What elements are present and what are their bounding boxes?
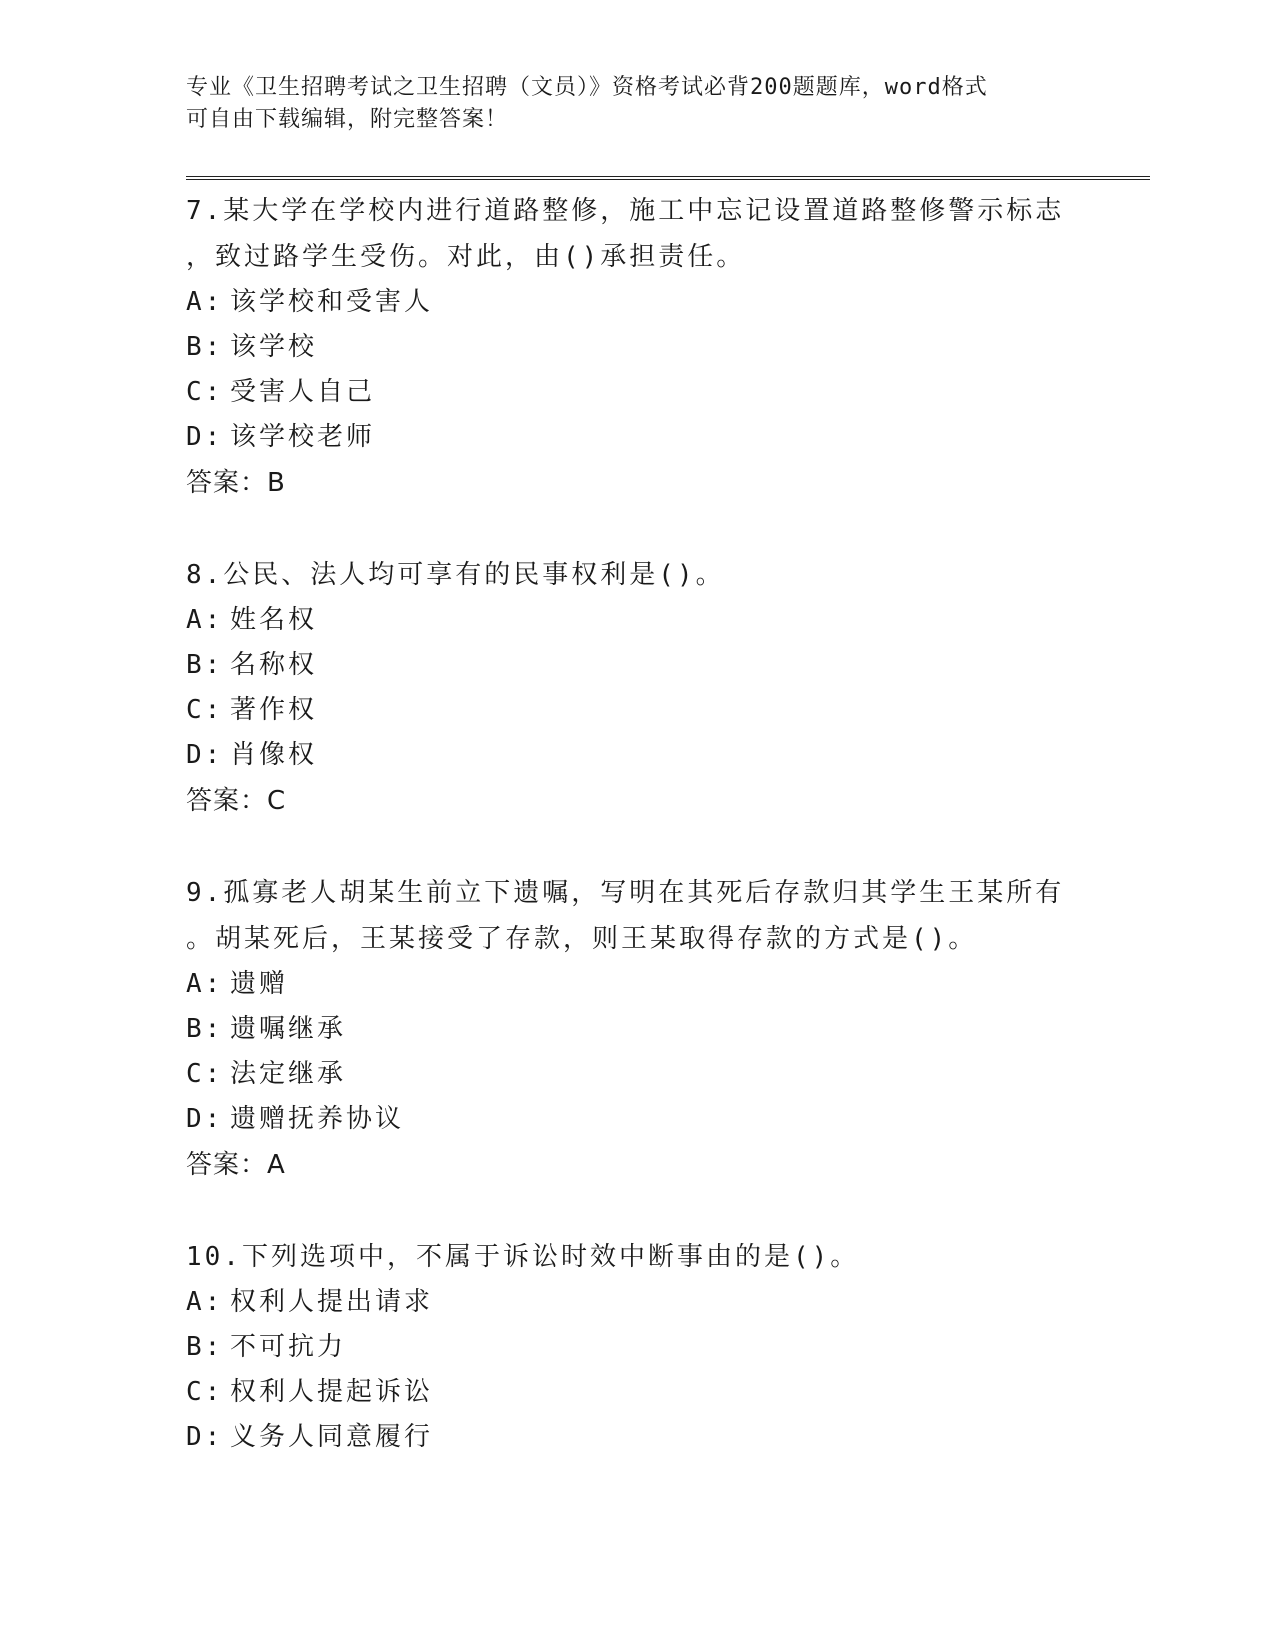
- question-10: [186, 1234, 1086, 1460]
- option-text: 受害人自己: [230, 377, 376, 407]
- option-text: 法定继承: [230, 1059, 347, 1089]
- option-d: [186, 733, 1086, 778]
- option-d: [186, 1415, 1086, 1460]
- option-b: [186, 325, 1086, 370]
- option-b: [186, 643, 1086, 688]
- option-key: B:: [186, 1332, 224, 1362]
- option-key: A:: [186, 605, 224, 635]
- option-a: [186, 598, 1086, 643]
- option-c: [186, 1052, 1086, 1097]
- option-key: D:: [186, 422, 224, 452]
- option-key: D:: [186, 1422, 224, 1452]
- option-c: [186, 370, 1086, 415]
- option-text: 遗赠抚养协议: [230, 1104, 405, 1134]
- option-d: [186, 415, 1086, 460]
- option-text: 权利人提起诉讼: [230, 1377, 434, 1407]
- option-text: 姓名权: [230, 605, 318, 635]
- option-b: [186, 1325, 1086, 1370]
- option-text: 该学校: [230, 332, 318, 362]
- question-9: [186, 870, 1086, 1188]
- option-a: [186, 280, 1086, 325]
- option-text: 义务人同意履行: [230, 1422, 434, 1452]
- header-line-1: 专业《卫生招聘考试之卫生招聘（文员）》资格考试必背200题题库，word格式: [186, 75, 988, 100]
- question-7: [186, 188, 1086, 506]
- option-text: 不可抗力: [230, 1332, 347, 1362]
- option-c: [186, 688, 1086, 733]
- option-key: C:: [186, 1377, 224, 1407]
- option-key: C:: [186, 377, 224, 407]
- question-text-line-1: 10.下列选项中，不属于诉讼时效中断事由的是()。: [186, 1242, 860, 1272]
- question-text-line-1: 9.孤寡老人胡某生前立下遗嘱，写明在其死后存款归其学生王某所有: [186, 878, 1065, 908]
- option-key: B:: [186, 650, 224, 680]
- header-line-2: 可自由下载编辑，附完整答案！: [186, 107, 509, 132]
- question-text-line-1: 7.某大学在学校内进行道路整修，施工中忘记设置道路整修警示标志: [186, 196, 1065, 226]
- option-key: A:: [186, 969, 224, 999]
- option-text: 名称权: [230, 650, 318, 680]
- option-b: [186, 1007, 1086, 1052]
- option-key: C:: [186, 1059, 224, 1089]
- option-key: D:: [186, 1104, 224, 1134]
- answer-text: 答案：C: [186, 786, 287, 816]
- option-a: [186, 1280, 1086, 1325]
- option-text: 肖像权: [230, 740, 318, 770]
- question-text-line-2: 。胡某死后，王某接受了存款，则王某取得存款的方式是()。: [186, 924, 978, 954]
- option-d: [186, 1097, 1086, 1142]
- option-text: 该学校老师: [230, 422, 376, 452]
- option-text: 遗赠: [230, 969, 289, 999]
- option-key: A:: [186, 1287, 224, 1317]
- option-key: B:: [186, 332, 224, 362]
- option-key: D:: [186, 740, 224, 770]
- option-text: 权利人提出请求: [230, 1287, 434, 1317]
- question-8: [186, 552, 1086, 824]
- answer-text: 答案：B: [186, 468, 286, 498]
- option-a: [186, 962, 1086, 1007]
- question-text-line-2: ，致过路学生受伤。对此，由()承担责任。: [186, 242, 746, 272]
- option-key: C:: [186, 695, 224, 725]
- option-text: 该学校和受害人: [230, 287, 434, 317]
- header-divider: [186, 176, 1150, 180]
- option-key: A:: [186, 287, 224, 317]
- question-list: [186, 188, 1086, 1506]
- option-key: B:: [186, 1014, 224, 1044]
- option-c: [186, 1370, 1086, 1415]
- option-text: 著作权: [230, 695, 318, 725]
- option-text: 遗嘱继承: [230, 1014, 347, 1044]
- question-text-line-1: 8.公民、法人均可享有的民事权利是()。: [186, 560, 725, 590]
- document-header: [186, 72, 1086, 136]
- answer-text: 答案：A: [186, 1150, 286, 1180]
